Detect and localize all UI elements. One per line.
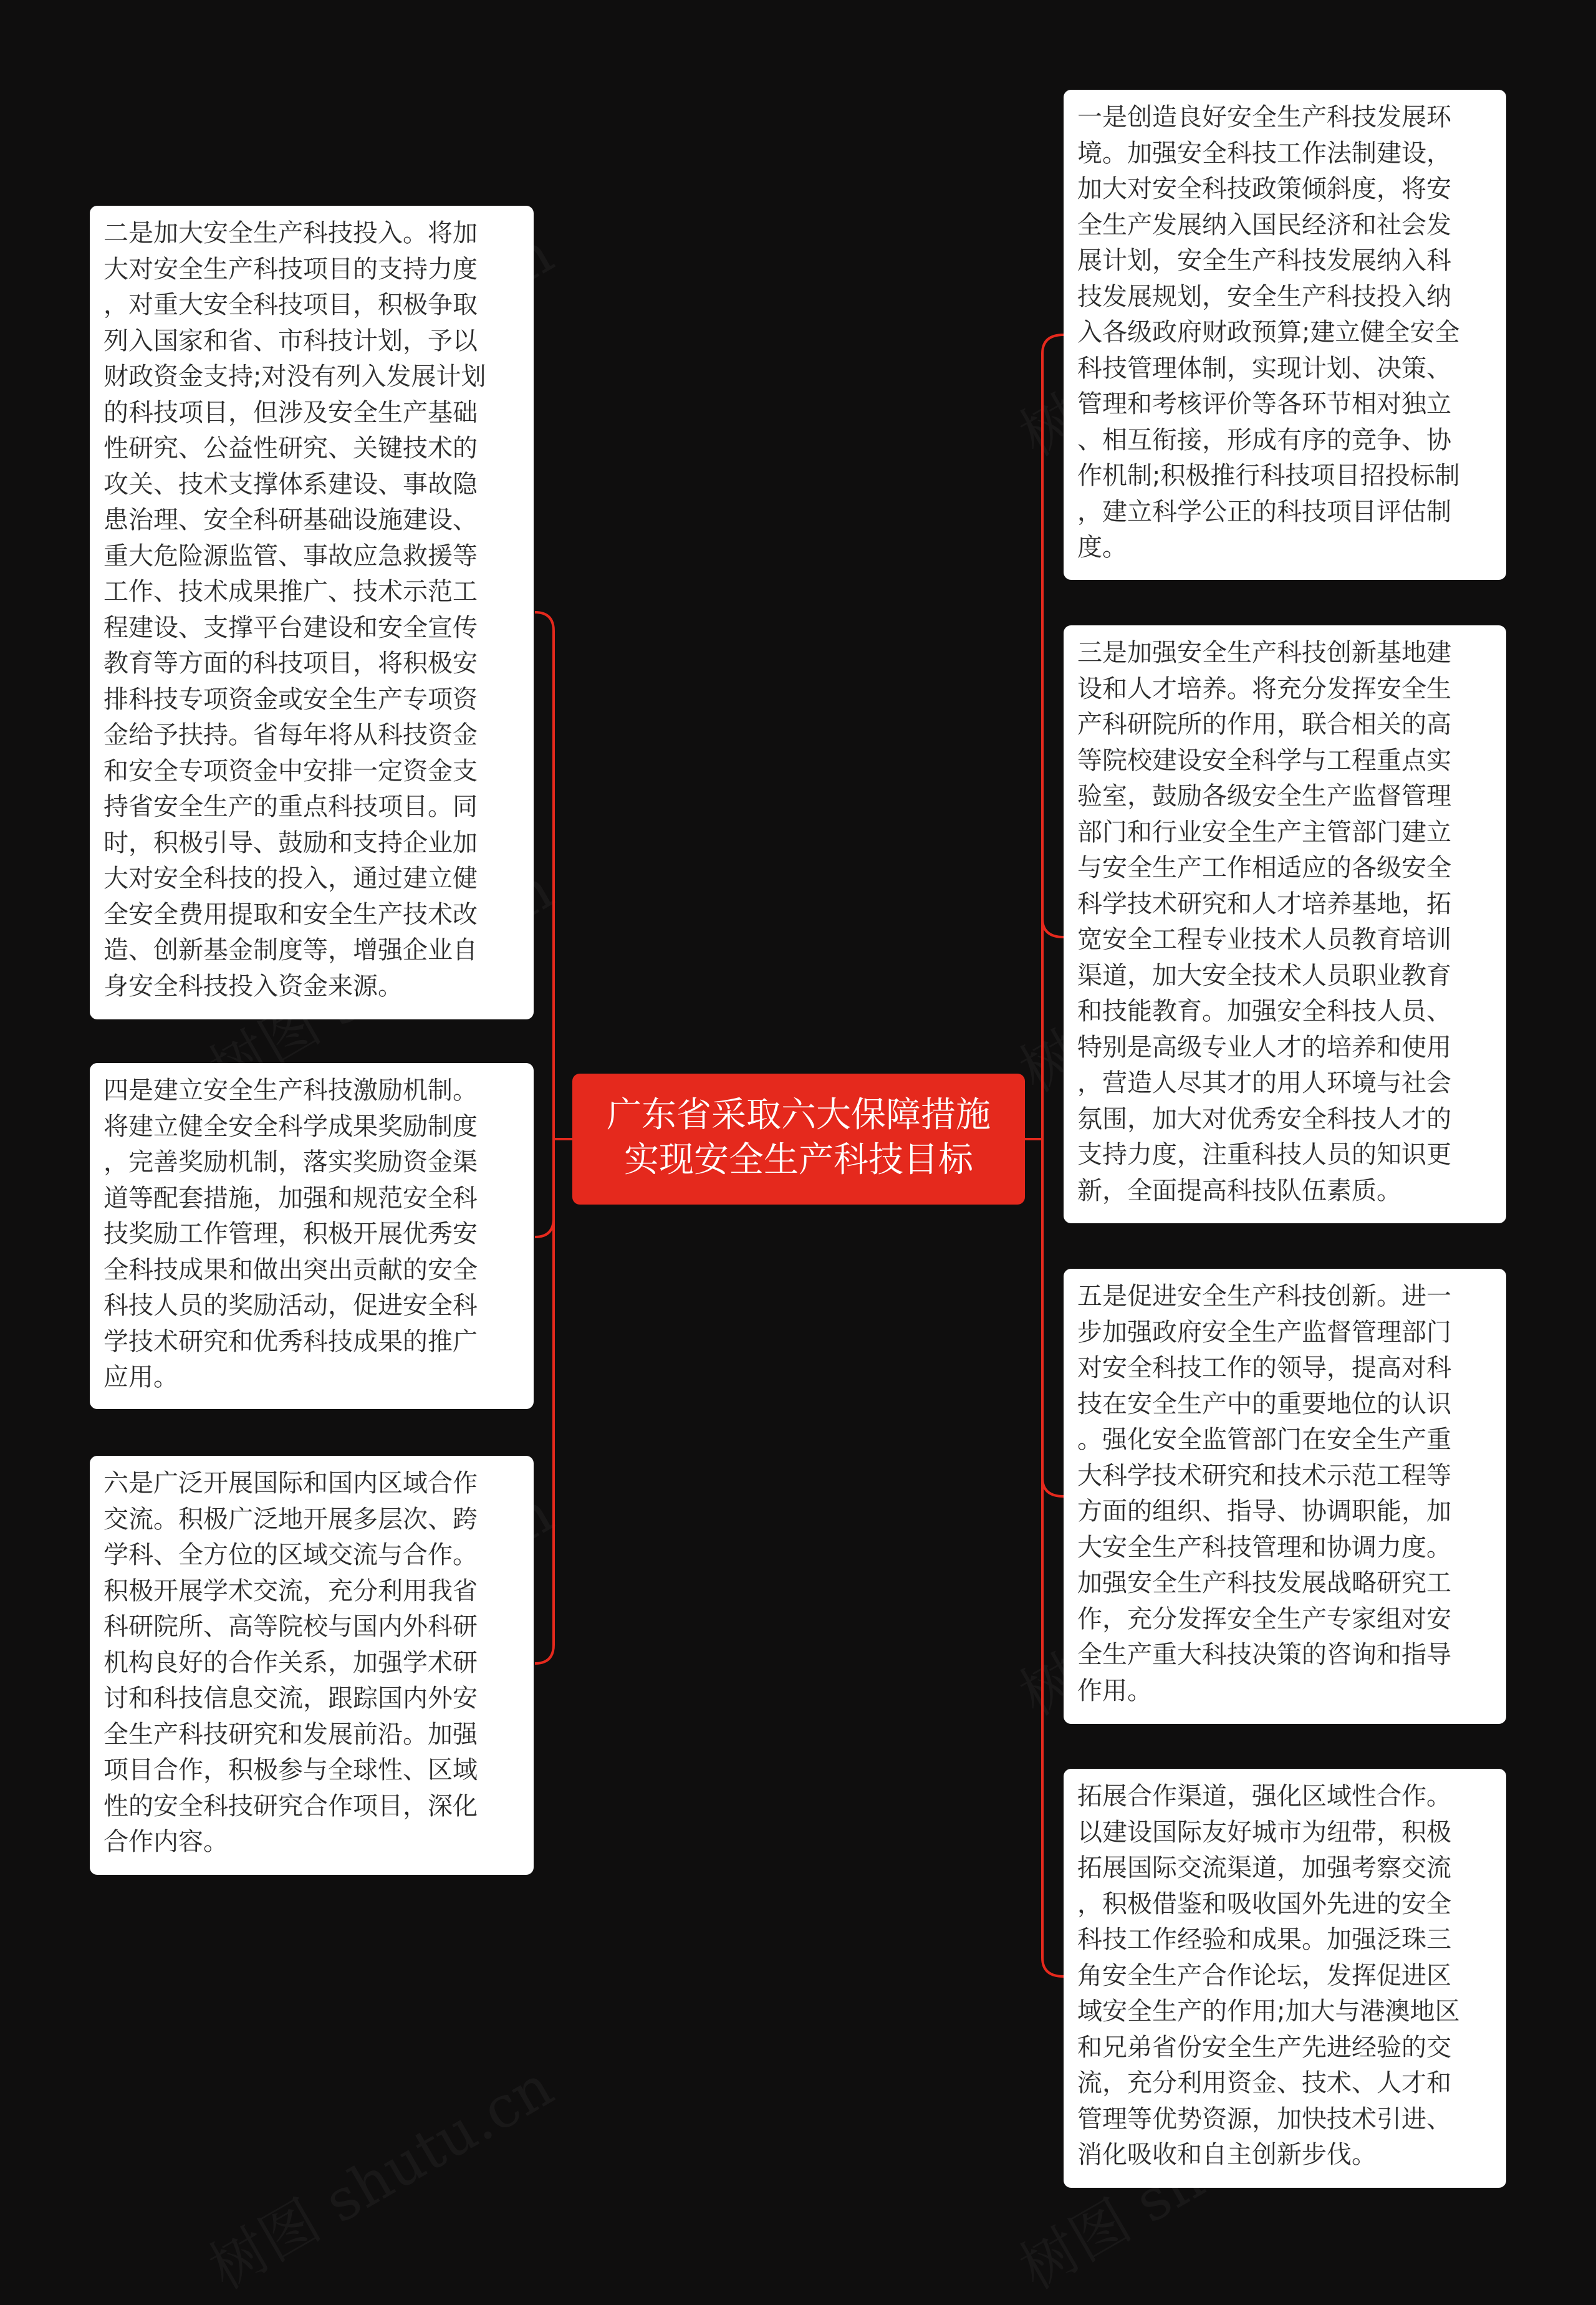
topic-node-left-1[interactable]: 二是加大安全生产科技投入。将加 大对安全生产科技项目的支持力度 ，对重大安全科技项目，积极争取 列入国家和省、市科技计划，予以 财政资金支持;对没有列入发展计划 的科技项目，但涉及安全生产基础 性研究、公益性研究、关键技术的 攻关、技术支撑体系建设、事故隐 患治理、安全科研基础设施建设、 重大危险源监管、事故应急救援等 工作、技术成果推广、技术示范工 程建设、支撑平台建设和安全宣传 教育等方面的科技项目，将积极安 排科技专项资金或安全生产专项资 金给予扶持。省每年将从科技资金 和安全专项资金中安排一定资金支 持省安全生产的重点科技项目。同 时，积极引导、鼓励和支持企业加 大对安全科技的投入，通过建立健 全安全费用提取和安全生产技术改 造、创新基金制度等，增强企业自 身安全科技投入资金来源。 bbox=[90, 206, 534, 1019]
connector-right-node2 bbox=[1042, 918, 1064, 937]
topic-node-right-3[interactable]: 五是促进安全生产科技创新。进一 步加强政府安全生产监督管理部门 对安全科技工作的领导，提高对科 技在安全生产中的重要地位的认识 。强化安全监管部门在安全生产重 大科学技术研究和技术示范工程等 方面的组织、指导、协调职能，加 大安全生产科技管理和协调力度。 加强安全生产科技发展战略研究工 作，充分发挥安全生产专家组对安 全生产重大科技决策的咨询和指导 作用。 bbox=[1064, 1269, 1506, 1724]
topic-node-right-1[interactable]: 一是创造良好安全生产科技发展环 境。加强安全科技工作法制建设， 加大对安全科技政策倾斜度，将安 全生产发展纳入国民经济和社会发 展计划，安全生产科技发展纳入科 技发展规划，安全生产科技投入纳 入各级政府财政预算;建立健全安全 科技管理体制，实现计划、决策、 管理和考核评价等各环节相对独立 、相互衔接，形成有序的竞争、协 作机制;积极推行科技项目招投标制 ，建立科学公正的科技项目评估制 度。 bbox=[1064, 90, 1506, 580]
topic-node-left-2[interactable]: 四是建立安全生产科技激励机制。 将建立健全安全科学成果奖励制度 ，完善奖励机制，落实奖励资金渠 道等配套措施，加强和规范安全科 技奖励工作管理，积极开展优秀安 全科技成果和做出突出贡献的安全 科技人员的奖励活动，促进安全科 学技术研究和优秀科技成果的推广 应用。 bbox=[90, 1063, 534, 1409]
connector-left-trunk bbox=[535, 612, 554, 1663]
topic-node-left-3[interactable]: 六是广泛开展国际和国内区域合作 交流。积极广泛地开展多层次、跨 学科、全方位的区域交流与合作。 积极开展学术交流，充分利用我省 科研院所、高等院校与国内外科研 机构良好的合作关系，加强学术研 讨和科技信息交流，跟踪国内外安 全生产科技研究和发展前沿。加强 项目合作，积极参与全球性、区域 性的安全科技研究合作项目，深化 合作内容。 bbox=[90, 1456, 534, 1875]
connector-right-trunk bbox=[1042, 335, 1064, 1976]
root-topic[interactable]: 广东省采取六大保障措施 实现安全生产科技目标 bbox=[572, 1074, 1025, 1205]
topic-node-right-4[interactable]: 拓展合作渠道，强化区域性合作。 以建设国际友好城市为纽带，积极 拓展国际交流渠道，加强考察交流 ，积极借鉴和吸收国外先进的安全 科技工作经验和成果。加强泛珠三 角安全生产合作论坛，发挥促进区 域安全生产的作用;加大与港澳地区 和兄弟省份安全生产先进经验的交 流，充分利用资金、技术、人才和 管理等优势资源，加快技术引进、 消化吸收和自主创新步伐。 bbox=[1064, 1769, 1506, 2188]
connector-left-mid bbox=[535, 1218, 554, 1237]
connector-right-node3 bbox=[1042, 1478, 1064, 1496]
topic-node-right-2[interactable]: 三是加强安全生产科技创新基地建 设和人才培养。将充分发挥安全生 产科研院所的作用，联合相关的高 等院校建设安全科学与工程重点实 验室，鼓励各级安全生产监督管理 部门和行业安全生产主管部门建立 与安全生产工作相适应的各级安全 科学技术研究和人才培养基地，拓 宽安全工程专业技术人员教育培训 渠道，加大安全技术人员职业教育 和技能教育。加强安全科技人员、 特别是高级专业人才的培养和使用 ，营造人尽其才的用人环境与社会 氛围，加大对优秀安全科技人才的 支持力度，注重科技人员的知识更 新，全面提高科技队伍素质。 bbox=[1064, 625, 1506, 1223]
